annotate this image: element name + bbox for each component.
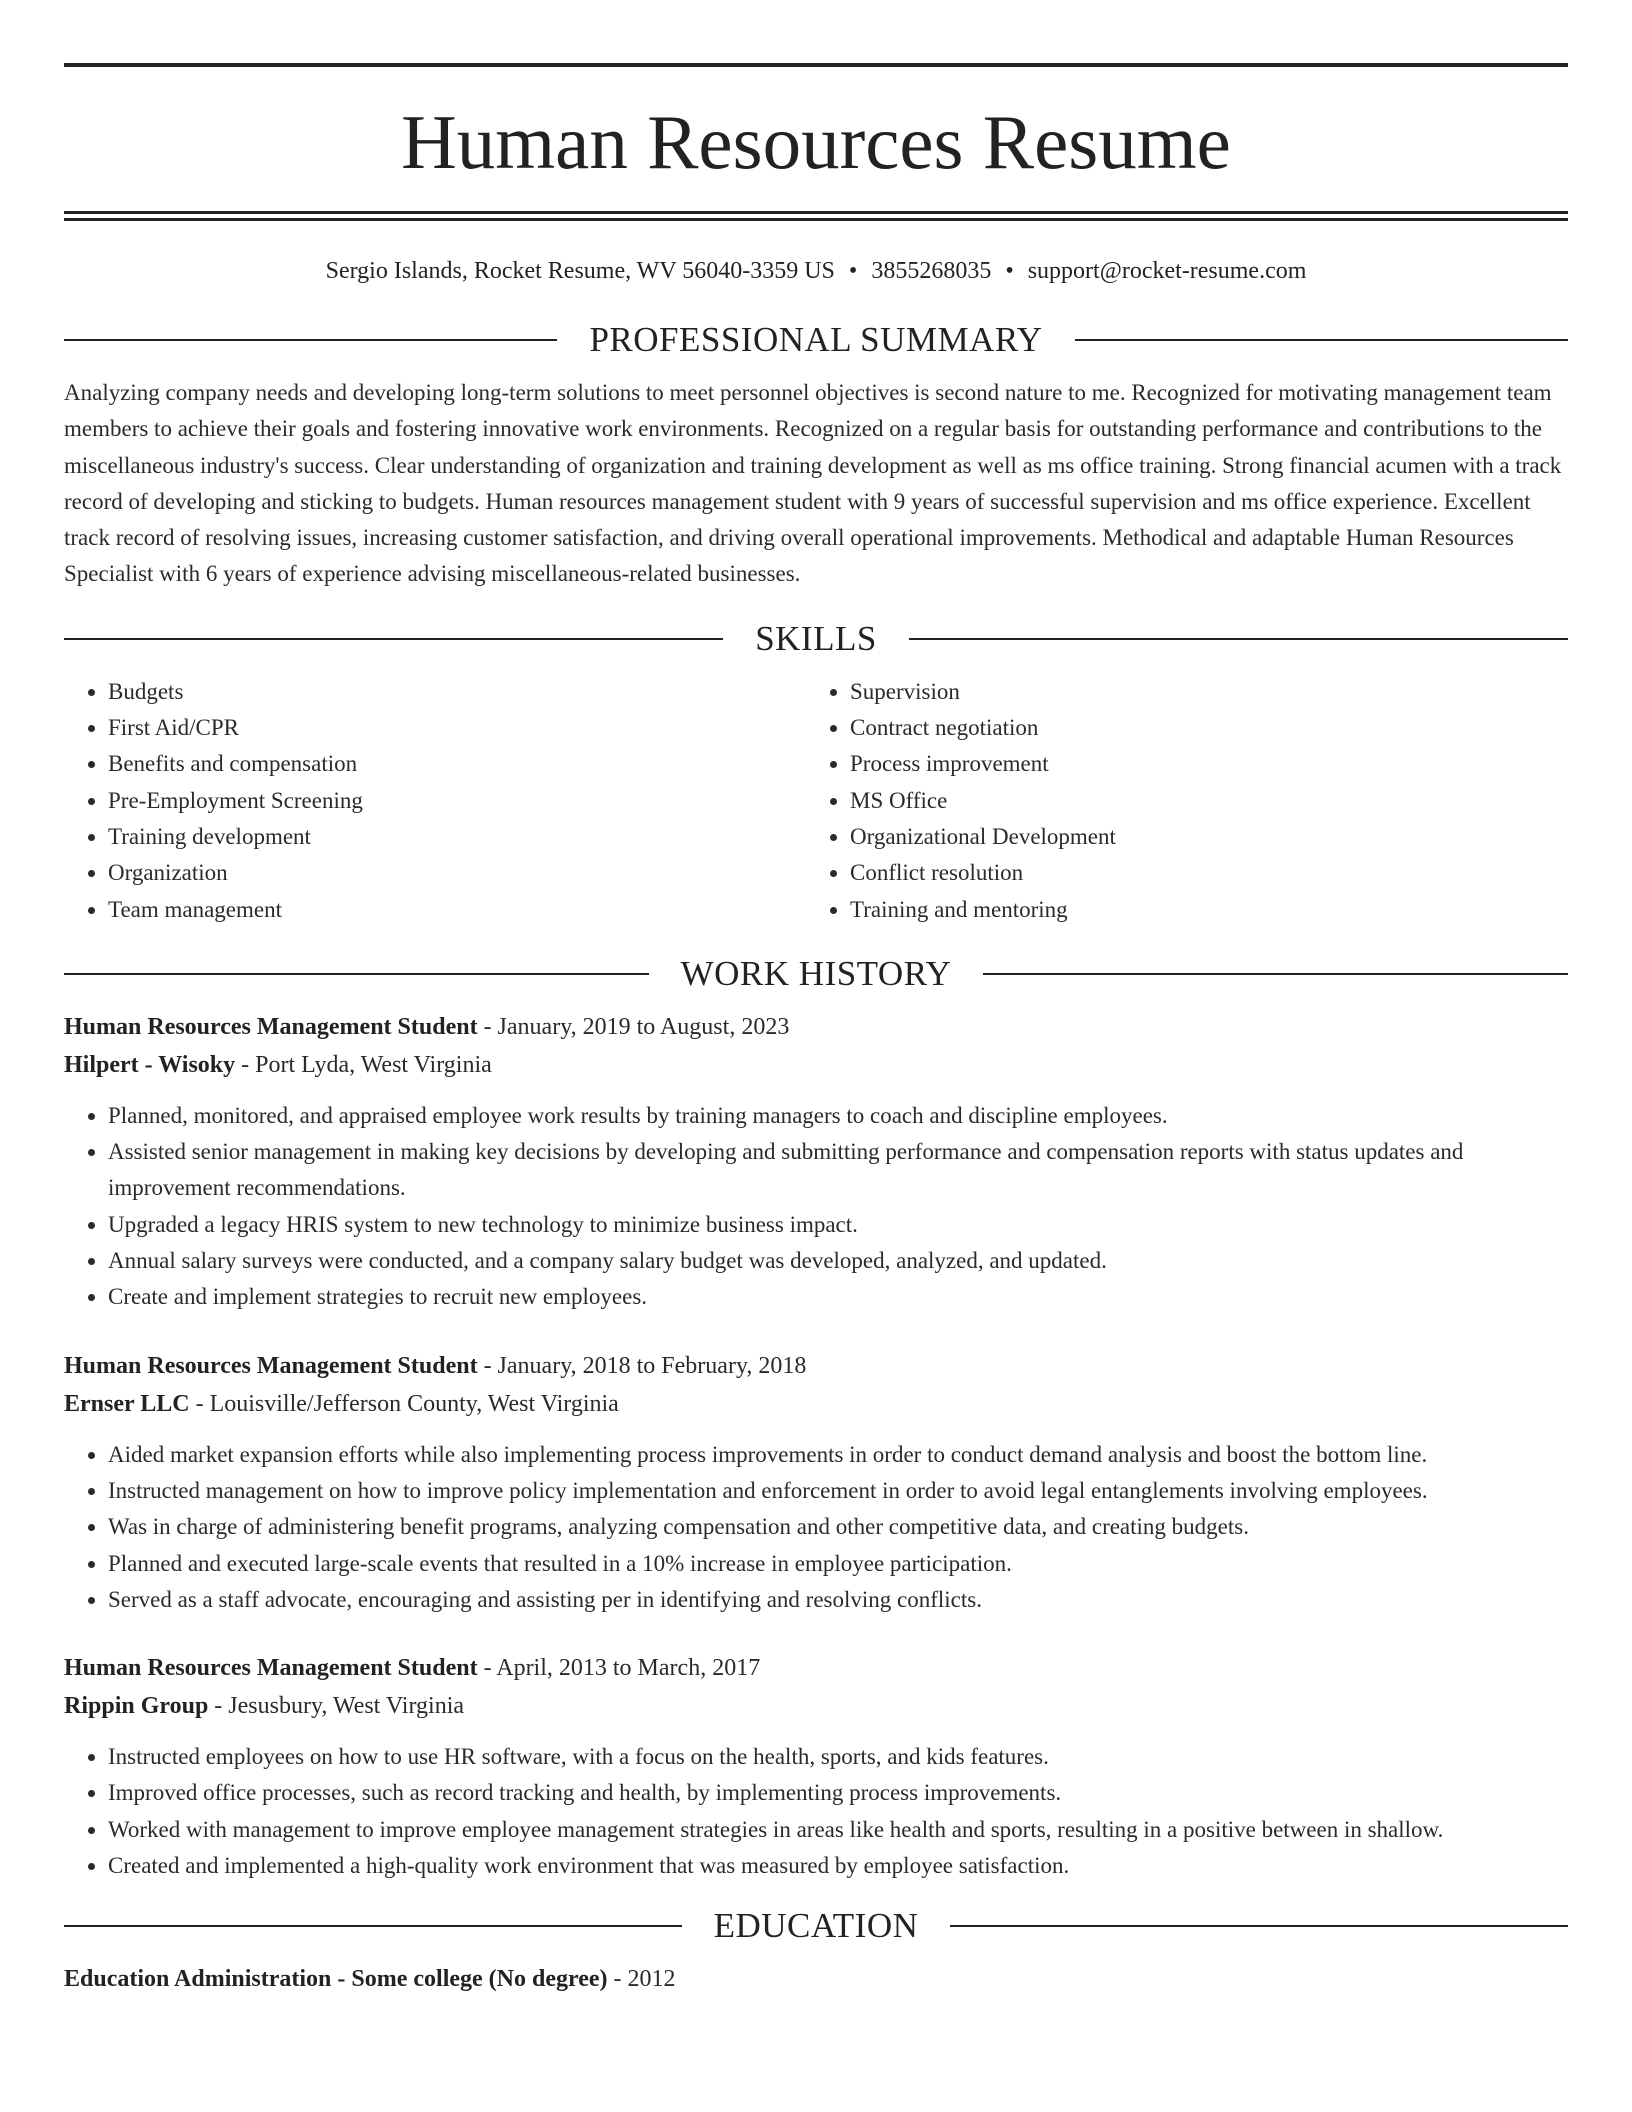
job-title: Human Resources Management Student — [64, 1013, 478, 1040]
skill-item: • MS Office — [850, 783, 1568, 819]
education-heading-label: EDUCATION — [713, 1906, 919, 1946]
work-heading — [64, 954, 1568, 994]
job-entry — [64, 1008, 1568, 1316]
job-bullets — [64, 1437, 1568, 1618]
job-location: - Louisville/Jefferson County, West Virginia — [189, 1390, 619, 1417]
skills-list-right — [806, 674, 1568, 928]
skill-item: • Benefits and compensation — [108, 746, 806, 782]
job-dates: - January, 2019 to August, 2023 — [477, 1013, 790, 1040]
skill-item: • Organization — [108, 855, 806, 891]
work-heading-label: WORK HISTORY — [680, 953, 952, 993]
job-bullet: • Planned and executed large-scale events that resulted in a 10% increase in employee participation. — [108, 1546, 1568, 1582]
skill-item: • Process improvement — [850, 746, 1568, 782]
heading-rule-left — [64, 1925, 682, 1927]
job-bullet: • Served as a staff advocate, encouraging and assisting per in identifying and resolving conflicts. — [108, 1582, 1568, 1618]
heading-rule-right — [909, 638, 1568, 640]
job-bullet: • Aided market expansion efforts while also implementing process improvements in order to conduct demand analysis and boost the bottom line. — [108, 1437, 1568, 1473]
job-bullet: • Instructed management on how to improve policy implementation and enforcement in order to avoid legal entanglements involving employees. — [108, 1473, 1568, 1509]
top-rule — [64, 63, 1568, 67]
skill-item: • Pre-Employment Screening — [108, 783, 806, 819]
contact-separator: • — [848, 258, 858, 284]
resume-page — [64, 0, 1568, 1998]
skill-item: • Team management — [108, 892, 806, 928]
summary-heading-label: PROFESSIONAL SUMMARY — [589, 320, 1043, 359]
contact-address: Sergio Islands, Rocket Resume, WV 56040-3359 US — [325, 258, 835, 284]
heading-rule-right — [983, 973, 1568, 975]
job-bullets — [64, 1739, 1568, 1884]
education-year: - 2012 — [607, 1966, 676, 1993]
job-company: Hilpert - Wisoky — [64, 1051, 236, 1078]
skills-heading — [64, 619, 1568, 659]
skill-item: • Training and mentoring — [850, 892, 1568, 928]
resume-title: Human Resources Resume — [401, 99, 1231, 185]
skill-item: • Organizational Development — [850, 819, 1568, 855]
job-bullet: • Annual salary surveys were conducted, and a company salary budget was developed, analyzed, and updated. — [108, 1243, 1568, 1279]
job-title-line — [64, 1347, 1568, 1385]
skill-item: • Contract negotiation — [850, 710, 1568, 746]
skill-item: • Conflict resolution — [850, 855, 1568, 891]
heading-rule-right — [950, 1925, 1568, 1927]
job-location: - Jesusbury, West Virginia — [208, 1693, 465, 1720]
skill-item: • First Aid/CPR — [108, 710, 806, 746]
skills-columns — [64, 674, 1568, 928]
job-entry — [64, 1347, 1568, 1618]
education-degree: Education Administration - Some college (No degree) — [64, 1966, 608, 1993]
job-company-line — [64, 1046, 1568, 1084]
heading-rule-right — [1075, 339, 1568, 341]
education-heading — [64, 1906, 1568, 1946]
skills-heading-label: SKILLS — [755, 618, 877, 658]
job-company: Ernser LLC — [64, 1390, 190, 1417]
heading-rule-left — [64, 638, 723, 640]
job-title-line — [64, 1649, 1568, 1687]
contact-line — [64, 256, 1568, 286]
job-location: - Port Lyda, West Virginia — [235, 1051, 492, 1078]
job-bullet: • Instructed employees on how to use HR software, with a focus on the health, sports, and kids features. — [108, 1739, 1568, 1775]
job-bullet: • Assisted senior management in making key decisions by developing and submitting performance and compensation reports with status updates and improvement recommendations. — [108, 1134, 1568, 1207]
job-bullet: • Planned, monitored, and appraised employee work results by training managers to coach and discipline employees. — [108, 1098, 1568, 1134]
skill-item: • Training development — [108, 819, 806, 855]
job-bullet: • Worked with management to improve employee management strategies in areas like health and sports, resulting in a positive between in shallow. — [108, 1812, 1568, 1848]
job-bullets — [64, 1098, 1568, 1316]
job-bullet: • Create and implement strategies to recruit new employees. — [108, 1279, 1568, 1315]
job-bullet: • Upgraded a legacy HRIS system to new technology to minimize business impact. — [108, 1207, 1568, 1243]
contact-email[interactable]: support@rocket-resume.com — [1027, 258, 1307, 284]
job-company: Rippin Group — [64, 1693, 209, 1720]
summary-text: Analyzing company needs and developing long-term solutions to meet personnel objectives is second nature to me. Recognized for motivating management team members to achieve their goals and fostering innovative work environments. Recognized on a regular basis for outstanding performance and contributions to the miscellaneous industry's success. Clear understanding of organization and training development as well as ms office training. Strong financial acumen with a track record of developing and sticking to budgets. Human resources management student with 9 years of successful supervision and ms office experience. Excellent track record of resolving issues, increasing customer satisfaction, and driving overall operational improvements. Methodical and adaptable Human Resources Specialist with 6 years of experience advising miscellaneous-related businesses. — [64, 380, 1562, 587]
heading-rule-left — [64, 339, 557, 341]
job-dates: - April, 2013 to March, 2017 — [477, 1655, 761, 1682]
skills-list-left — [64, 674, 806, 928]
contact-separator: • — [1005, 258, 1014, 284]
heading-rule-left — [64, 973, 649, 975]
job-title: Human Resources Management Student — [64, 1352, 478, 1379]
job-bullet: • Created and implemented a high-quality work environment that was measured by employee satisfaction. — [108, 1848, 1568, 1884]
job-entry — [64, 1649, 1568, 1884]
job-company-line — [64, 1385, 1568, 1423]
title-double-rule — [64, 211, 1568, 221]
job-title-line — [64, 1008, 1568, 1046]
job-bullet: • Improved office processes, such as record tracking and health, by implementing process improvements. — [108, 1775, 1568, 1811]
job-title: Human Resources Management Student — [64, 1655, 478, 1682]
summary-heading — [64, 320, 1568, 360]
contact-phone: 3855268035 — [871, 258, 992, 284]
skill-item: • Budgets — [108, 674, 806, 710]
job-dates: - January, 2018 to February, 2018 — [477, 1352, 807, 1379]
skill-item: • Supervision — [850, 674, 1568, 710]
education-entry — [64, 1960, 1568, 1998]
job-company-line — [64, 1687, 1568, 1725]
job-bullet: • Was in charge of administering benefit programs, analyzing compensation and other competitive data, and creating budgets. — [108, 1509, 1568, 1545]
